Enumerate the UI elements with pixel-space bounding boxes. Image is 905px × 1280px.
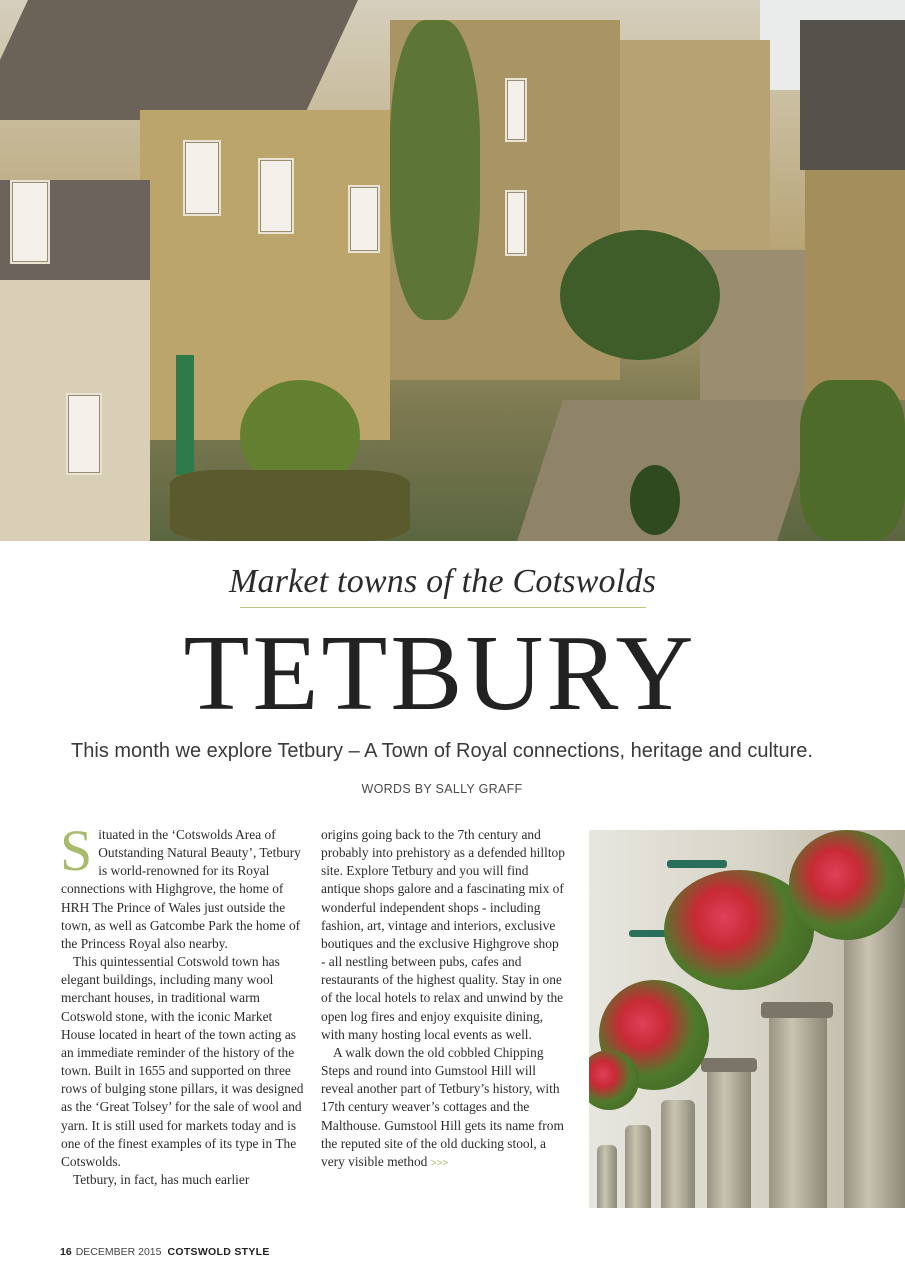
hero-window [10,180,50,264]
issue-date: DECEMBER 2015 [75,1246,162,1258]
body-column-1 [60,818,305,1189]
body-paragraph: origins going back to the 7th century and probably into prehistory as a defended hilltop site. Explore Tetbury and you will find antique shops galore and a fascinating mix of wonderful independent shops - including fashion, art, vintage and interiors, exclusive boutiques and the exclusive Highgrove shop - all nestling between pubs, cafes and restaurants of the highest quality. Stay in one of the local hotels to relax and unwind by the open log fires and enjoy exquisite dining, with many hosting local events as well. [321,827,565,1042]
pillar-capital [761,1002,833,1018]
paragraph-text: ituated in the ‘Cotswolds Area of Outstanding Natural Beauty’, Tetbury is world-renowned for its Royal connections with Highgrove, the home of HRH The Prince of Wales just outside the town, as well as Gatcombe Park the home of the Princess Royal also nearby. [61,827,301,951]
hero-green-door [176,355,194,475]
continue-marker: >>> [430,1157,449,1169]
article-kicker: Market towns of the Cotswolds [228,563,657,600]
article-title: TETBURY [183,614,697,733]
article-byline: WORDS BY SALLY GRAFF [361,782,523,796]
hanging-basket [789,830,905,940]
hero-bushes [170,470,410,541]
hero-steps [700,250,805,400]
hero-garden [560,230,720,360]
paragraph-text: A walk down the old cobbled Chipping Steps and round into Gumstool Hill will reveal another part of Tetbury’s history, with 17th century weaver’s cottages and the Malthouse. Gumstool Hill gets its name from the reputed site of the old ducking stool, a very visible method [321,1044,564,1169]
body-paragraph: Tetbury, in fact, has much earlier [73,1171,250,1187]
hero-lawn [800,380,905,540]
hero-topiary [630,465,680,535]
stone-pillar [844,900,905,1208]
stone-pillar [707,1065,751,1208]
hero-ivy [390,20,480,320]
basket-bracket [629,930,669,937]
hero-cottage-upper [620,40,770,260]
hero-window [348,185,380,253]
page-number: 16 [60,1246,72,1258]
body-column-2 [321,826,565,1173]
hero-photo-cottages [0,0,905,541]
stone-pillar [769,1010,827,1208]
hero-window [183,140,221,216]
pillar-capital [701,1058,757,1072]
market-house-photo [589,830,905,1208]
hero-window [505,78,527,142]
stone-pillar [597,1145,617,1208]
stone-pillar [625,1125,651,1208]
hero-roof-right [800,20,905,170]
magazine-name: COTSWOLD STYLE [167,1246,270,1258]
hero-roof-left [0,0,358,120]
basket-bracket [667,860,727,868]
drop-cap: S [60,818,93,883]
body-paragraph: This quintessential Cotswold town has elegant buildings, including many wool merchant houses, in traditional warm Cotswold stone, with the iconic Market House located in heart of the town acting as an immediate reminder of the history of the town. Built in 1655 and supported on three rows of bulging stone pillars, it was designed as the ‘Great Tolsey’ for the sale of wool and yarn. It is still used for markets today and is one of the finest examples of its type in The Cotswolds. [61,954,304,1169]
hero-window [505,190,527,256]
body-paragraph [321,1044,565,1173]
hero-window [258,158,294,234]
stone-pillar [661,1100,695,1208]
body-paragraph [60,818,305,953]
page-footer [60,1246,270,1258]
hero-window [66,393,102,475]
kicker-divider [240,607,646,608]
hero-cottage-right [805,160,905,400]
article-standfirst: This month we explore Tetbury – A Town of Royal connections, heritage and culture. [71,740,813,762]
